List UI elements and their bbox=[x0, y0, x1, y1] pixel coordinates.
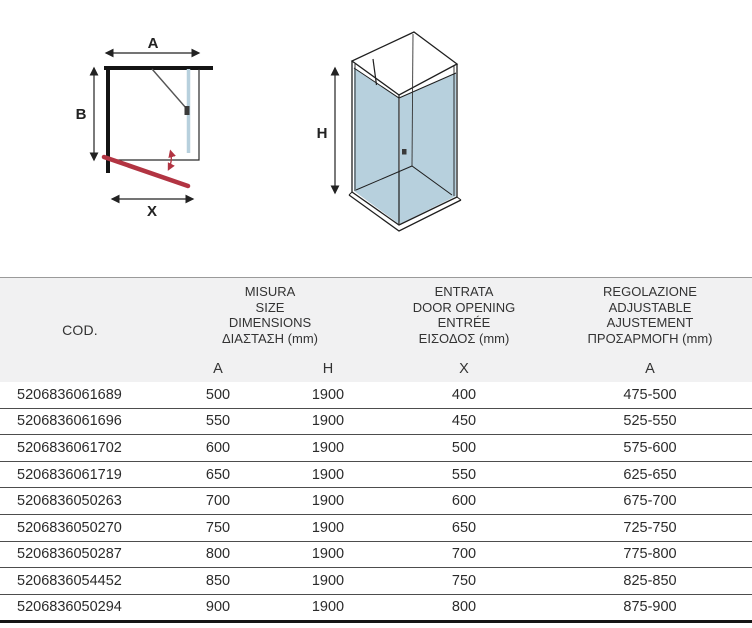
cell-adj: 675-700 bbox=[623, 493, 677, 510]
table-header bbox=[0, 278, 752, 382]
cell-cod: 5206836050270 bbox=[17, 519, 122, 536]
group-line: REGOLAZIONE bbox=[603, 284, 697, 299]
col-group-entrata bbox=[380, 278, 548, 359]
cell-h: 1900 bbox=[311, 466, 345, 483]
cell-h: 1900 bbox=[311, 493, 345, 510]
table-row bbox=[0, 568, 752, 595]
iso-door-handle bbox=[402, 149, 407, 155]
cell-x: 700 bbox=[451, 546, 477, 563]
cell-a: 750 bbox=[205, 519, 231, 536]
subcol-header-x: X bbox=[459, 361, 469, 377]
subcol-header-h: H bbox=[322, 361, 334, 377]
plan-support-bar bbox=[152, 69, 186, 108]
technical-drawings bbox=[0, 0, 752, 277]
cell-h: 1900 bbox=[311, 439, 345, 456]
cell-adj: 725-750 bbox=[623, 519, 677, 536]
plan-dim-b-label: B bbox=[75, 106, 87, 123]
col-group-misura bbox=[160, 278, 380, 359]
cell-a: 650 bbox=[205, 466, 231, 483]
cell-adj: 525-550 bbox=[623, 413, 677, 430]
table-row bbox=[0, 595, 752, 623]
cell-x: 400 bbox=[451, 386, 477, 403]
plan-door-open bbox=[104, 157, 188, 186]
cell-h: 1900 bbox=[311, 599, 345, 616]
cell-a: 850 bbox=[205, 572, 231, 589]
cell-cod: 5206836050263 bbox=[17, 493, 122, 510]
plan-dim-a-label: A bbox=[147, 35, 159, 52]
cell-cod: 5206836050294 bbox=[17, 599, 122, 616]
iso-tray-right-join bbox=[457, 197, 461, 200]
iso-view-drawing bbox=[317, 32, 461, 231]
spec-table bbox=[0, 277, 752, 623]
cell-adj: 875-900 bbox=[623, 599, 677, 616]
cell-h: 1900 bbox=[311, 413, 345, 430]
cell-cod: 5206836061696 bbox=[17, 413, 122, 430]
group-line: MISURA bbox=[244, 284, 296, 299]
cell-a: 550 bbox=[205, 413, 231, 430]
cell-x: 800 bbox=[451, 599, 477, 616]
group-line: ΠΡΟΣΑΡΜΟΓΗ (mm) bbox=[587, 330, 713, 346]
cell-a: 700 bbox=[205, 493, 231, 510]
plan-view-drawing bbox=[76, 35, 213, 220]
cell-x: 500 bbox=[451, 439, 477, 456]
table-row bbox=[0, 435, 752, 462]
cell-adj: 475-500 bbox=[623, 386, 677, 403]
cell-cod: 5206836061702 bbox=[17, 439, 122, 456]
cell-x: 650 bbox=[451, 519, 477, 536]
cell-cod: 5206836061689 bbox=[17, 386, 122, 403]
drawings-svg bbox=[0, 0, 752, 277]
group-line: ΔΙΑΣΤΑΣΗ (mm) bbox=[221, 330, 318, 346]
cell-x: 550 bbox=[451, 466, 477, 483]
iso-tray-left-join bbox=[349, 192, 352, 195]
cell-a: 900 bbox=[205, 599, 231, 616]
cell-x: 750 bbox=[451, 572, 477, 589]
plan-support-bracket bbox=[185, 106, 190, 115]
table-row bbox=[0, 382, 752, 409]
table-row bbox=[0, 462, 752, 489]
subcol-header-adj: A bbox=[645, 361, 655, 377]
cell-a: 500 bbox=[205, 386, 231, 403]
cell-a: 600 bbox=[205, 439, 231, 456]
group-line: DOOR OPENING bbox=[412, 299, 516, 315]
group-line: ADJUSTABLE bbox=[608, 299, 692, 315]
group-line: ΕΙΣΟΔΟΣ (mm) bbox=[418, 330, 510, 346]
cell-adj: 625-650 bbox=[623, 466, 677, 483]
plan-dim-x-label: X bbox=[146, 203, 158, 220]
cell-x: 450 bbox=[451, 413, 477, 430]
group-line: AJUSTEMENT bbox=[606, 315, 694, 330]
cell-h: 1900 bbox=[311, 519, 345, 536]
group-line: SIZE bbox=[255, 299, 285, 315]
group-line: ENTRATA bbox=[434, 284, 494, 299]
cell-adj: 825-850 bbox=[623, 572, 677, 589]
cell-h: 1900 bbox=[311, 546, 345, 563]
table-row bbox=[0, 542, 752, 569]
cell-cod: 5206836050287 bbox=[17, 546, 122, 563]
cell-adj: 775-800 bbox=[623, 546, 677, 563]
cell-cod: 5206836054452 bbox=[17, 572, 122, 589]
group-line: DIMENSIONS bbox=[228, 315, 312, 330]
iso-left-glass-panel bbox=[354, 68, 399, 224]
table-row bbox=[0, 488, 752, 515]
col-group-regolazione bbox=[548, 278, 752, 359]
subcol-header-a: A bbox=[213, 361, 223, 377]
iso-dim-h-label: H bbox=[316, 125, 328, 142]
cell-a: 800 bbox=[205, 546, 231, 563]
col-header-cod: COD. bbox=[62, 322, 98, 338]
group-line: ENTRÉE bbox=[437, 315, 491, 330]
table-row bbox=[0, 409, 752, 436]
cell-h: 1900 bbox=[311, 386, 345, 403]
cell-cod: 5206836061719 bbox=[17, 466, 122, 483]
table-row bbox=[0, 515, 752, 542]
cell-x: 600 bbox=[451, 493, 477, 510]
cell-adj: 575-600 bbox=[623, 439, 677, 456]
cell-h: 1900 bbox=[311, 572, 345, 589]
